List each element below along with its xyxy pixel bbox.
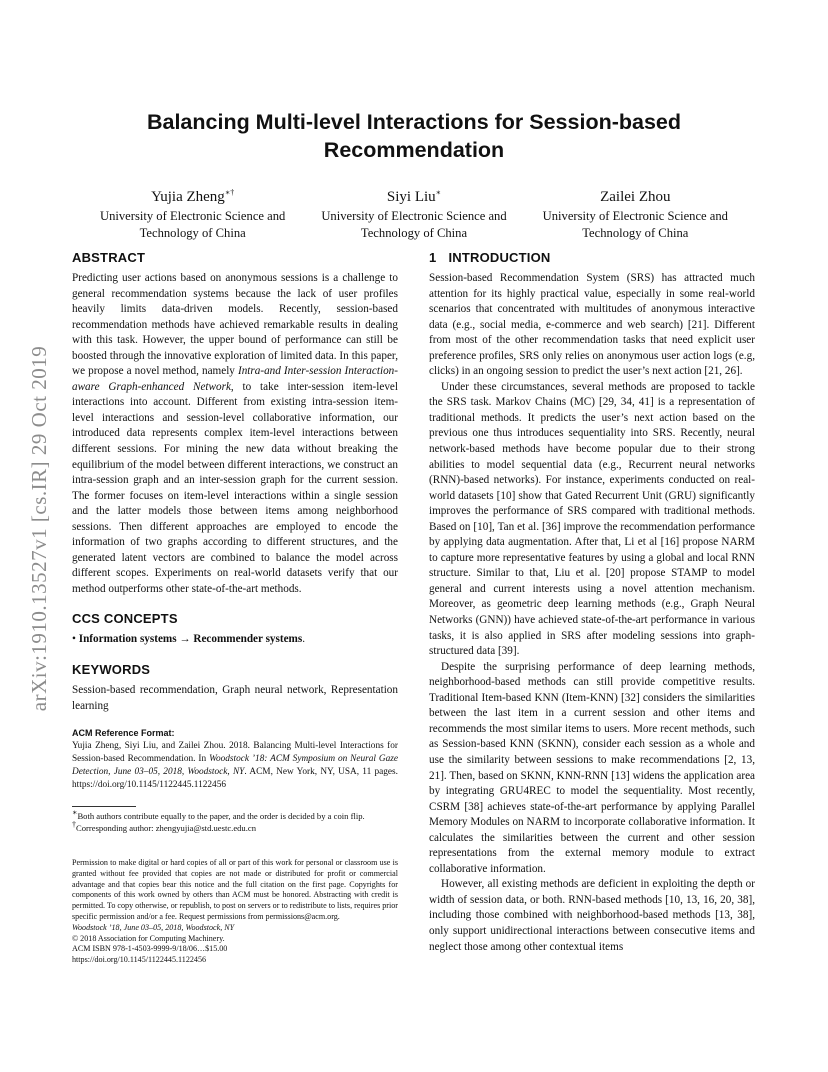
arxiv-identifier xyxy=(18,298,62,758)
author-block xyxy=(82,187,746,241)
author-1 xyxy=(82,187,303,241)
permission-block xyxy=(72,858,398,966)
paper-title xyxy=(100,108,728,164)
doi-link[interactable]: https://doi.org/10.1145/1122445.1122456 xyxy=(72,955,207,965)
ccs-heading: CCS CONCEPTS xyxy=(72,611,178,627)
arxiv-label: arXiv:1910.13527v1 [cs.IR] 29 Oct 2019 xyxy=(27,345,52,711)
author-affiliation: University of Electronic Science and xyxy=(542,209,728,223)
copyright-line: © 2018 Association for Computing Machinery. xyxy=(72,933,225,943)
keywords-heading: KEYWORDS xyxy=(72,661,151,677)
abstract-section xyxy=(72,250,398,597)
author-name: Zailei Zhou xyxy=(600,189,671,205)
ccs-concept-text: Information systems → Recommender systems xyxy=(78,633,303,646)
author-affiliation: Technology of China xyxy=(360,225,468,240)
author-affiliation: Technology of China xyxy=(582,225,689,240)
right-column xyxy=(429,250,755,955)
permission-venue: Woodstock ’18, June 03–05, 2018, Woodstock, NY xyxy=(72,922,235,932)
intro-paragraph-1: Session-based Recommendation System (SRS) has attracted much attention for its highly practical value, especially in some real-world scenarios that concentrated with multitudes of anonymous interactive data (e.g., social media, e-commerce and web search) [21]. Different from most of the other recommendation tasks that need explicit user preference profiles, SRS only relies on anonymous user action logs (e.g, clicks) in an ongoing session to predict the user’s next action [21, 26]. xyxy=(429,272,755,378)
left-column xyxy=(72,250,398,966)
author-marks: ∗† xyxy=(224,188,235,197)
author-affiliation: University of Electronic Science and xyxy=(321,209,507,223)
section-number: 1 xyxy=(429,250,437,265)
acm-reference-heading: ACM Reference Format: xyxy=(72,728,175,739)
footnotes xyxy=(72,808,398,834)
author-name: Yujia Zheng∗† xyxy=(151,188,235,205)
acm-reference-text: Yujia Zheng, Siyi Liu, and Zailei Zhou. 2018. Balancing Multi-level Interactions for Session-based Recommendation. In Woodstock ’18: ACM Symposium on Neural Gaze Detection, June 03–05, 2018, Woodstock, NY. ACM, New York, NY, USA, 11 pages. https://doi.org/10.1145/1122445.1122456 xyxy=(72,741,398,791)
intro-paragraph-4: However, all existing methods are deficient in exploiting the depth or width of session data, or both. RNN-based methods [10, 13, 16, 20, 38], including those combined with neighborhood-based methods [13, 38], only support unidirectional interactions between consecutive items and neglect those among other contextual items xyxy=(429,878,755,953)
footnote-2: †Corresponding author: zhengyujia@std.uestc.edu.cn xyxy=(72,819,256,833)
acm-reference xyxy=(72,728,398,792)
author-affiliation: Technology of China xyxy=(139,225,246,240)
keywords-section xyxy=(72,662,398,714)
permission-text: Permission to make digital or hard copies of all or part of this work for personal or classroom use is granted without fee provided that copies are not made or distributed for profit or commercial advantage and that copies bear this notice and the full citation on the first page. Copyrights for components of this work owned by others than ACM must be honored. Abstracting with credit is permitted. To copy otherwise, or republish, to post on servers or to redistribute to lists, requires prior specific permission and/or a fee. Request permissions from permissions@acm.org. xyxy=(72,858,398,922)
title-line-2: Recommendation xyxy=(323,138,505,162)
footnote-rule xyxy=(72,806,136,807)
intro-paragraph-2: Under these circumstances, several methods are proposed to tackle the SRS task. Markov Chains (MC) [29, 34, 41] is a representation of traditional methods. It predicts the user’s next action based on the previous one thus introduces sequentiality into SRS. Recently, neural network-based methods have become popular due to their strong abilities to model sequential data (e.g., Recurrent neural networks (RNN)-based networks). For instance, experiments conducted on real-world datasets [10] show that Gated Recurrent Unit (GRU) significantly improves the performance of SRS compared with traditional methods. Based on [10], Tan et al. [36] improve the recommendation performance by applying data augmentation. After that, Li et al [16] propose NARM to capture more representative features by using a global and local RNN structure. Similar to that, Liu et al. [20] propose STAMP to model general and current interests using a novel attention mechanism. Moreover, as geometric deep learning methods (e.g., Graph Neural Networks (GNN)) have achieved state-of-the-art performance in various tasks, it is also applied in SRS after modeling sessions into graph-structured data [39]. xyxy=(429,380,755,658)
introduction-heading: 1 INTRODUCTION xyxy=(429,250,551,265)
ccs-section xyxy=(72,611,398,648)
keywords-text: Session-based recommendation, Graph neural network, Representation learning xyxy=(72,683,398,712)
author-2 xyxy=(303,187,524,241)
abstract-heading: ABSTRACT xyxy=(72,250,146,265)
ccs-concepts: • Information systems → Recommender systems. xyxy=(72,633,306,646)
intro-paragraph-3: Despite the surprising performance of deep learning methods, neighborhood-based methods can still provide competitive results. Traditional Item-based KNN (Item-KNN) [32] considers the similarities between the last item in a current session and other items and recommends the most similar items to users. More recent methods, such as Session-based KNN (SKNN), consider each session as a whole and use the similarity between sessions to make recommendations [2, 13, 21]. Then, based on SKNN, KNN-RNN [13] widens the application area by integrating GRU4REC to model the sequentiality. Most recently, CSRM [38] achieves state-of-the-art performance by applying Parallel Memory Modules on NARM to incorporate collaborative information. It calculates the similarities between the current and other session representations from the external memory module to extract collaborative information. xyxy=(429,660,755,875)
footnote-1: ∗Both authors contribute equally to the paper, and the order is decided by a coin flip. xyxy=(72,808,365,822)
method-name: Intra-and Inter-session Interaction-aware Graph-enhanced Network xyxy=(72,365,398,393)
acm-reference-venue: Woodstock ’18: ACM Symposium on Neural Gaze Detection, June 03–05, 2018, Woodstock, NY xyxy=(72,754,398,778)
title-line-1: Balancing Multi-level Interactions for Session-based xyxy=(146,110,682,134)
author-affiliation: University of Electronic Science and xyxy=(99,209,286,223)
author-name: Siyi Liu∗ xyxy=(386,188,442,205)
author-marks: ∗ xyxy=(435,188,442,197)
author-3 xyxy=(525,187,746,241)
abstract-text: Predicting user actions based on anonymous sessions is a challenge to general recommendation systems because the lack of user profiles heavily limits data-driven models. Recently, session-based recommendation methods have achieved remarkable results in dealing with this task. However, the upper bound of performance can still be boosted through the innovative exploration of limited data. In this paper, we propose a novel method, namely Intra-and Inter-session Interaction-aware Graph-enhanced Network, to take inter-session item-level interactions into account. Different from existing intra-session item-level interactions and session-level collaborative information, our introduced data represents complex item-level interactions between different sessions. For mining the new data without breaking the equilibrium of the model between different interactions, we construct an intra-session graph and an inter-session graph for the current session. The former focuses on item-level interactions within a single session and the latter models those between items among neighborhood sessions. Then different approaches are employed to encode the information of two graphs according to different structures, and the generated latent vectors are combined to balance the model across different scopes. Experiments on real-world datasets verify that our method outperforms other state-of-the-art methods. xyxy=(72,272,398,595)
isbn-line: ACM ISBN 978-1-4503-9999-9/18/06…$15.00 xyxy=(72,944,228,954)
